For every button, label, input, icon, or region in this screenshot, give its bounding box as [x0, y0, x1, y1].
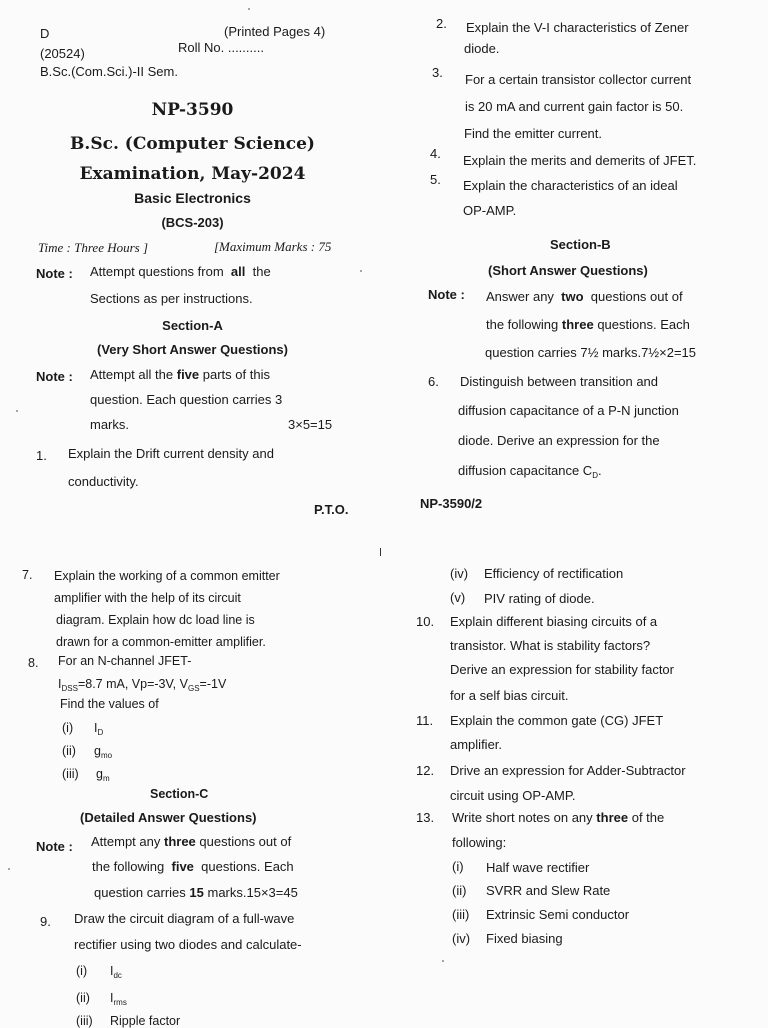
question-text: I [94, 721, 98, 735]
question-10-line-3: Derive an expression for stability factor [450, 662, 674, 677]
sub-question-text: SVRR and Slew Rate [486, 883, 611, 898]
note-emphasis: three [164, 834, 196, 849]
code-d: D [40, 26, 50, 41]
sub-question-text: PIV rating of diode. [484, 591, 595, 606]
note-emphasis: all [230, 264, 246, 279]
sub-question-text [96, 767, 110, 783]
question-10-line-1: Explain different biasing circuits of a [450, 614, 658, 629]
marks-total: 3×5=15 [288, 417, 333, 432]
note-text: questions out of [199, 834, 292, 849]
sub-question-text [94, 744, 112, 760]
degree-title: B.Sc. (Computer Science) [70, 134, 315, 154]
sub-question-text: Fixed biasing [486, 931, 563, 946]
subscript: GS [187, 684, 200, 693]
section-c-heading: Section-C [150, 787, 209, 801]
section-b-heading: Section-B [550, 237, 611, 252]
question-12-line-2: circuit using OP-AMP. [450, 788, 576, 803]
question-9-line-2: rectifier using two diodes and calculate- [74, 937, 302, 952]
question-number: 1. [36, 448, 47, 463]
question-number: 8. [28, 656, 39, 670]
scan-speck [360, 270, 362, 272]
page-footer: NP-3590/2 [420, 496, 483, 511]
note-emphasis: five [171, 859, 194, 874]
sub-question-label: (i) [452, 859, 464, 874]
question-number: 2. [436, 16, 447, 31]
note-emphasis: 15 [189, 885, 204, 900]
section-a-heading: Section-A [162, 318, 223, 333]
sub-question-label: (iii) [452, 907, 470, 922]
note-line-3: marks. [90, 417, 129, 432]
scan-mark [380, 548, 381, 556]
question-2-line-2: diode. [464, 41, 500, 56]
question-8-line-3: Find the values of [60, 697, 159, 711]
note-text: Attempt any [91, 834, 161, 849]
note-text: questions out of [590, 289, 683, 304]
question-text: I [110, 964, 114, 978]
question-text: . [597, 463, 602, 478]
question-number: 9. [40, 914, 51, 929]
note-line-2 [92, 859, 294, 874]
question-number: 3. [432, 65, 443, 80]
note-text: question carries [94, 885, 186, 900]
note-line-3 [94, 885, 298, 900]
question-9-line-1: Draw the circuit diagram of a full-wave [74, 911, 295, 926]
note-line-3: question carries 7½ marks.7½×2=15 [485, 345, 697, 360]
question-2-line-1: Explain the V-I characteristics of Zener [466, 20, 689, 35]
scan-speck [8, 868, 10, 870]
section-c-subheading: (Detailed Answer Questions) [80, 810, 257, 825]
section-a-subheading: (Very Short Answer Questions) [97, 342, 288, 357]
sub-question-text: Extrinsic Semi conductor [486, 907, 630, 922]
question-number: 11. [416, 713, 434, 728]
question-6-line-1: Distinguish between transition and [460, 374, 659, 389]
note-text: Answer any [486, 289, 554, 304]
note-text: questions. Each [597, 317, 690, 332]
sub-question-text [110, 991, 127, 1007]
note-emphasis: two [561, 289, 584, 304]
sub-question-text: Ripple factor [110, 1014, 181, 1028]
note-text: the following [92, 859, 165, 874]
question-text: of the [631, 810, 665, 825]
note-text: marks.15×3=45 [207, 885, 298, 900]
sub-question-label: (iv) [452, 931, 471, 946]
question-10-line-2: transistor. What is stability factors? [450, 638, 651, 653]
note-line-1 [486, 289, 683, 304]
sub-question-label: (iii) [76, 1014, 93, 1028]
question-8-line-1: For an N-channel JFET- [58, 654, 192, 668]
roll-no: Roll No. .......... [178, 40, 264, 55]
question-4-line-1: Explain the merits and demerits of JFET. [463, 153, 697, 168]
question-number: 5. [430, 172, 441, 187]
question-number: 7. [22, 568, 33, 582]
scan-speck [442, 960, 444, 962]
question-text: =-1V [199, 677, 227, 691]
course-semester: B.Sc.(Com.Sci.)-II Sem. [40, 64, 178, 79]
note-label: Note : [36, 266, 73, 281]
note-label: Note : [428, 287, 465, 302]
question-1-line-1: Explain the Drift current density and [68, 446, 274, 461]
question-number: 4. [430, 146, 441, 161]
question-text: =8.7 mA, Vp=-3V, V [77, 677, 188, 691]
note-text: Attempt questions from [90, 264, 224, 279]
sub-question-text: Half wave rectifier [486, 860, 590, 875]
note-line-1 [90, 367, 270, 382]
subscript: D [592, 471, 598, 480]
note-text: the following [486, 317, 559, 332]
question-10-line-4: for a self bias circuit. [450, 688, 569, 703]
printed-pages: (Printed Pages 4) [224, 24, 326, 39]
note-emphasis: five [176, 367, 200, 382]
note-line-2 [486, 317, 690, 332]
note-line-1 [90, 264, 271, 279]
question-text: g [96, 767, 103, 781]
question-1-line-2: conductivity. [68, 474, 139, 489]
paper-code: NP-3590 [151, 100, 234, 120]
subject-title: Basic Electronics [134, 190, 251, 206]
question-7-line-2: amplifier with the help of its circuit [54, 591, 241, 605]
subscript: rms [113, 998, 127, 1007]
note-emphasis: three [561, 317, 594, 332]
note-text: questions. Each [201, 859, 294, 874]
scan-speck [248, 8, 250, 10]
sub-question-label: (ii) [452, 883, 467, 898]
question-text: diffusion capacitance C [458, 463, 593, 478]
question-5-line-1: Explain the characteristics of an ideal [463, 178, 678, 193]
question-11-line-2: amplifier. [450, 737, 503, 752]
sub-question-label: (v) [450, 590, 466, 605]
question-number: 10. [416, 614, 435, 629]
question-8-line-2 [58, 677, 226, 693]
subscript: dc [113, 971, 122, 980]
question-11-line-1: Explain the common gate (CG) JFET [450, 713, 664, 728]
question-text: I [110, 991, 114, 1005]
sub-question-label: (i) [76, 964, 88, 978]
subscript: m [102, 774, 110, 783]
question-emphasis: three [596, 810, 629, 825]
note-line-2: question. Each question carries 3 [90, 392, 283, 407]
subscript: D [97, 728, 104, 737]
section-b-subheading: (Short Answer Questions) [488, 263, 648, 278]
sub-question-label: (iv) [450, 566, 469, 581]
note-line-1 [91, 834, 291, 849]
question-7-line-1: Explain the working of a common emitter [54, 569, 280, 583]
scan-speck [16, 410, 18, 412]
note-text: Attempt all the [90, 367, 174, 382]
question-text: Write short notes on any [452, 810, 593, 825]
question-13-line-2: following: [452, 835, 507, 850]
note-text: parts of this [202, 367, 270, 382]
question-3-line-3: Find the emitter current. [464, 126, 602, 141]
note-line-2: Sections as per instructions. [90, 291, 253, 306]
sub-question-label: (i) [62, 721, 74, 735]
code-number: (20524) [40, 46, 85, 61]
exam-title: Examination, May-2024 [79, 164, 306, 184]
maximum-marks: [Maximum Marks : 75 [214, 239, 332, 254]
question-6-line-3: diode. Derive an expression for the [458, 433, 660, 448]
question-number: 6. [428, 374, 439, 389]
question-6-line-4 [458, 463, 602, 480]
note-label: Note : [36, 369, 73, 384]
sub-question-label: (ii) [76, 991, 90, 1005]
subscript: mo [100, 751, 113, 760]
question-3-line-2: is 20 mA and current gain factor is 50. [465, 99, 684, 114]
question-7-line-3: diagram. Explain how dc load line is [56, 613, 255, 627]
question-13-line-1 [452, 810, 664, 825]
sub-question-text [94, 721, 103, 737]
subscript: DSS [61, 684, 78, 693]
note-text: the [252, 264, 271, 279]
subject-code: (BCS-203) [161, 215, 224, 230]
question-5-line-2: OP-AMP. [463, 203, 517, 218]
pto-label: P.T.O. [314, 502, 349, 517]
question-6-line-2: diffusion capacitance of a P-N junction [458, 403, 679, 418]
note-label: Note : [36, 839, 73, 854]
question-3-line-1: For a certain transistor collector current [465, 72, 692, 87]
question-number: 13. [416, 810, 435, 825]
sub-question-label: (ii) [62, 744, 76, 758]
sub-question-text [110, 964, 122, 980]
question-7-line-4: drawn for a common-emitter amplifier. [56, 635, 266, 649]
sub-question-label: (iii) [62, 767, 79, 781]
question-text: g [94, 744, 101, 758]
question-number: 12. [416, 763, 435, 778]
question-12-line-1: Drive an expression for Adder-Subtractor [450, 763, 686, 778]
question-text: I [58, 677, 62, 691]
sub-question-text: Efficiency of rectification [484, 566, 624, 581]
time-allowed: Time : Three Hours ] [38, 240, 149, 255]
